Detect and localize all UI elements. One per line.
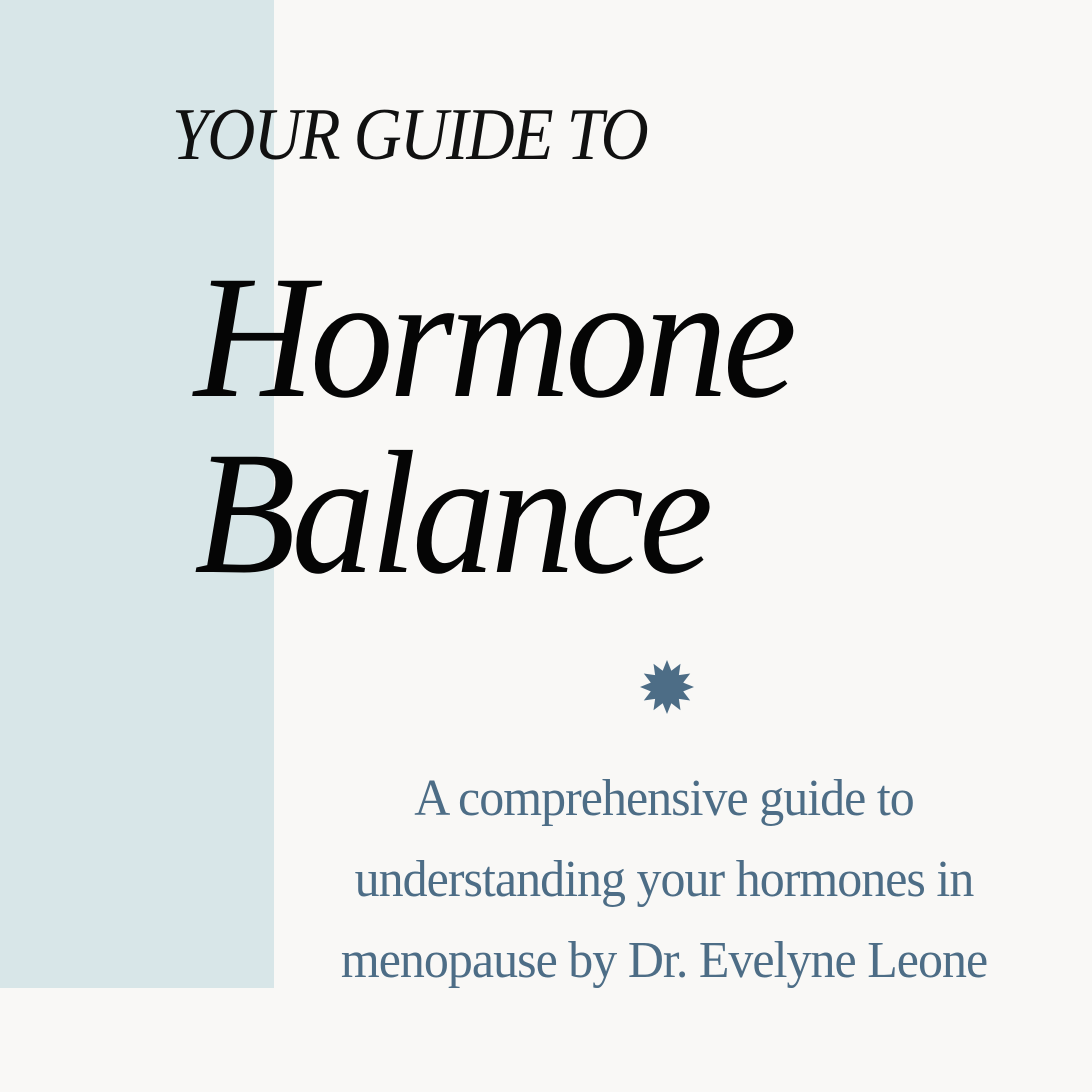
eyebrow-text: YOUR GUIDE TO [172, 94, 647, 176]
title-line-1: Hormone [194, 240, 793, 435]
page-title [194, 240, 793, 611]
star-icon [640, 660, 694, 714]
subtitle-text: A comprehensive guide to understanding your hormones in menopause by Dr. Evelyne Leone [340, 770, 988, 989]
title-line-2: Balance [194, 416, 709, 611]
